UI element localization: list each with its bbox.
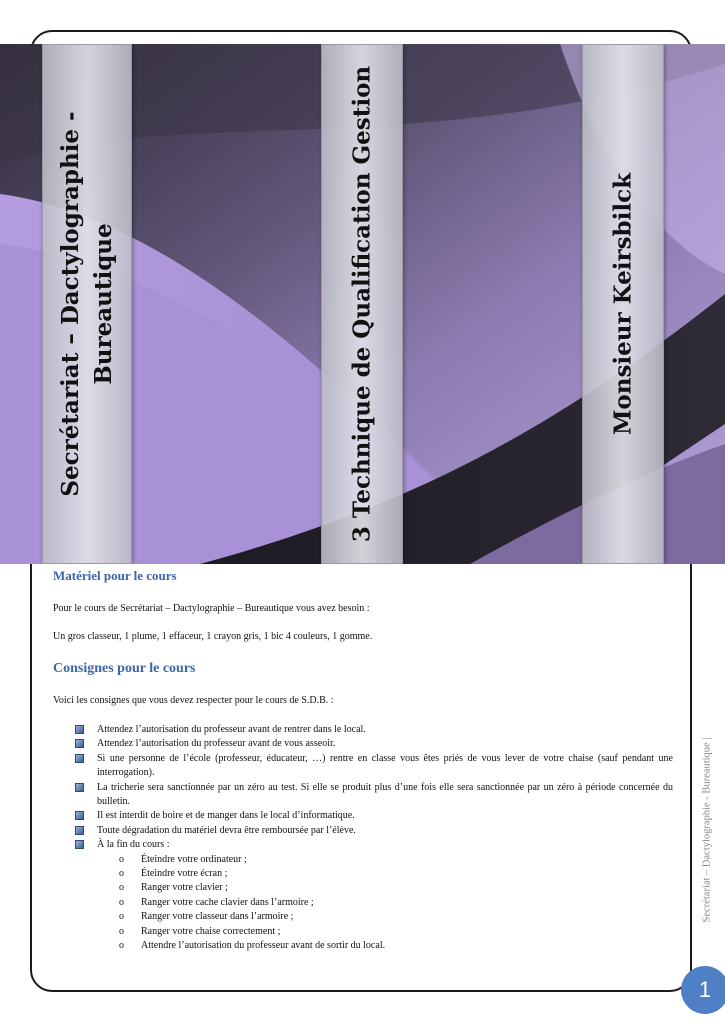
list-item: Il est interdit de boire et de manger dans le local d’informatique. [53, 809, 673, 823]
page-number-badge: 1 [681, 966, 725, 1014]
sub-list-item: o Ranger votre classeur dans l’armoire ; [97, 910, 673, 924]
class-title [346, 66, 379, 542]
list-item: À la fin du cours : o Éteindre votre ordinateur ; o Éteindre votre écran ; o Ranger votre clavier ; o Ranger votre cache clavier dans l’armoire ; o Ranger votre classeur dans l’armoire ; o Ranger votre chaise correctement ; o Attendre l’autorisation du professeur avant de sortir du local. [53, 838, 673, 953]
list-item: Si une personne de l’école (professeur, éducateur, …) rentre en classe vous êtes priés de vous lever de votre chaise (sauf pendant une interrogation). [53, 752, 673, 781]
circle-bullet-icon: o [119, 882, 124, 894]
circle-bullet-icon: o [119, 911, 124, 923]
title-band-teacher [582, 44, 664, 564]
circle-bullet-icon: o [119, 940, 124, 952]
list-item: Attendez l’autorisation du professeur avant de rentrer dans le local. [53, 723, 673, 737]
heading-materiel: Matériel pour le cours [53, 568, 177, 583]
title-band-course [42, 44, 132, 564]
course-title [54, 111, 120, 496]
teacher-name-line1: Monsieur Keirsbilck [609, 172, 637, 436]
square-bullet-icon [75, 811, 84, 820]
course-title-line1: Secrétariat – Dactylographie - [57, 111, 84, 497]
sub-list-item: o Éteindre votre ordinateur ; [97, 853, 673, 867]
teacher-name [607, 173, 640, 435]
document-body [53, 565, 673, 954]
cover-banner [0, 44, 725, 564]
square-bullet-icon [75, 754, 84, 763]
sub-list-item: o Ranger votre cache clavier dans l’armoire ; [97, 896, 673, 910]
list-item: Toute dégradation du matériel devra être remboursée par l’élève. [53, 824, 673, 838]
square-bullet-icon [75, 840, 84, 849]
circle-bullet-icon: o [119, 853, 124, 865]
end-of-class-list [97, 853, 673, 954]
sub-list-item: o Éteindre votre écran ; [97, 867, 673, 881]
square-bullet-icon [75, 725, 84, 734]
list-item: La tricherie sera sanctionnée par un zéro au test. Si elle se produit plus d’une fois elle sera sanctionnée par un zéro à période concernée du bulletin. [53, 781, 673, 810]
title-band-class [321, 44, 403, 564]
class-title-line1: 3 Technique de Qualification Gestion [348, 65, 376, 543]
square-bullet-icon [75, 739, 84, 748]
course-title-line2: Bureautique [90, 223, 117, 385]
materiel-list: Un gros classeur, 1 plume, 1 effaceur, 1 crayon gris, 1 bic 4 couleurs, 1 gomme. [53, 631, 373, 642]
side-running-header: Secrétariat – Dactylographie - Bureautique | [701, 737, 713, 923]
circle-bullet-icon: o [119, 868, 124, 880]
sub-list-item: o Attendre l’autorisation du professeur avant de sortir du local. [97, 939, 673, 953]
consignes-list [53, 723, 673, 954]
sub-list-item: o Ranger votre clavier ; [97, 881, 673, 895]
list-item: Attendez l’autorisation du professeur avant de vous asseoir. [53, 737, 673, 751]
consignes-intro: Voici les consignes que vous devez respecter pour le cours de S.D.B. : [53, 695, 334, 706]
square-bullet-icon [75, 783, 84, 792]
circle-bullet-icon: o [119, 896, 124, 908]
sub-list-item: o Ranger votre chaise correctement ; [97, 925, 673, 939]
square-bullet-icon [75, 826, 84, 835]
circle-bullet-icon: o [119, 925, 124, 937]
heading-consignes: Consignes pour le cours [53, 661, 196, 676]
materiel-intro: Pour le cours de Secrétariat – Dactylographie – Bureautique vous avez besoin : [53, 603, 370, 614]
